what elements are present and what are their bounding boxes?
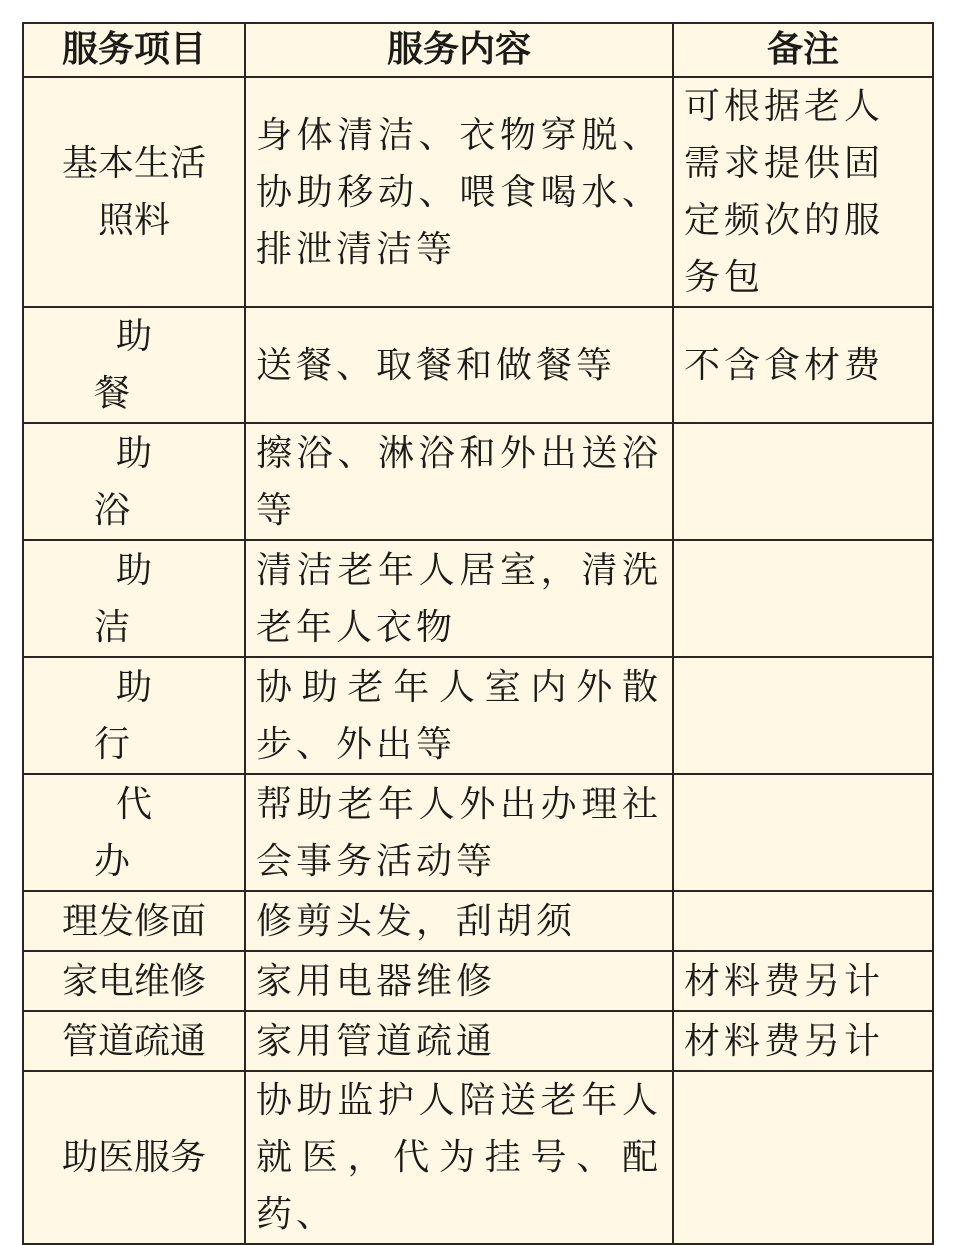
row-note: 可根据老人需求提供固定频次的服务包: [673, 77, 933, 307]
row-item-meal-assist: 助餐: [23, 307, 245, 423]
row-item-medical-assist: 助医服务: [23, 1071, 245, 1244]
row-note: 材料费另计: [673, 1011, 933, 1071]
table-row: [23, 423, 933, 540]
row-item-haircut-shave: 理发修面: [23, 891, 245, 951]
row-content: 协助老年人室内外散步、外出等: [245, 657, 673, 774]
row-item-appliance-repair: 家电维修: [23, 951, 245, 1011]
row-item-pipe-unclogging: 管道疏通: [23, 1011, 245, 1071]
table-row: [23, 951, 933, 1011]
row-content: 协助监护人陪送老年人就医，代为挂号、配药、: [245, 1071, 673, 1244]
table-row: [23, 774, 933, 891]
row-note: 不含食材费: [673, 307, 933, 423]
table-row: [23, 1071, 933, 1244]
row-item-walk-assist: 助行: [23, 657, 245, 774]
row-item-label: 基本生活照料: [61, 143, 206, 241]
header-service-content: 服务内容: [245, 23, 673, 77]
row-content: 家用管道疏通: [245, 1011, 673, 1071]
row-note: [673, 657, 933, 774]
row-note: [673, 423, 933, 540]
row-item-bath-assist: 助浴: [23, 423, 245, 540]
row-content: 送餐、取餐和做餐等: [245, 307, 673, 423]
row-content: 擦浴、淋浴和外出送浴等: [245, 423, 673, 540]
row-content: 帮助老年人外出办理社会事务活动等: [245, 774, 673, 891]
table-row: [23, 1011, 933, 1071]
row-content: 清洁老年人居室，清洗老年人衣物: [245, 540, 673, 657]
row-item-basic-care: [23, 77, 245, 307]
service-table: [22, 22, 934, 1245]
row-content: 家用电器维修: [245, 951, 673, 1011]
row-note: 材料费另计: [673, 951, 933, 1011]
row-item-cleaning-assist: 助洁: [23, 540, 245, 657]
row-note: [673, 891, 933, 951]
row-item-errands: 代办: [23, 774, 245, 891]
table-row: [23, 657, 933, 774]
header-service-item: 服务项目: [23, 23, 245, 77]
table-header-row: [23, 23, 933, 77]
row-content: 修剪头发，刮胡须: [245, 891, 673, 951]
row-note: [673, 540, 933, 657]
table-row: [23, 891, 933, 951]
row-note: [673, 1071, 933, 1244]
row-note: [673, 774, 933, 891]
header-remarks: 备注: [673, 23, 933, 77]
table-row: [23, 77, 933, 307]
row-content: 身体清洁、衣物穿脱、协助移动、喂食喝水、排泄清洁等: [245, 77, 673, 307]
table-row: [23, 540, 933, 657]
table-row: [23, 307, 933, 423]
